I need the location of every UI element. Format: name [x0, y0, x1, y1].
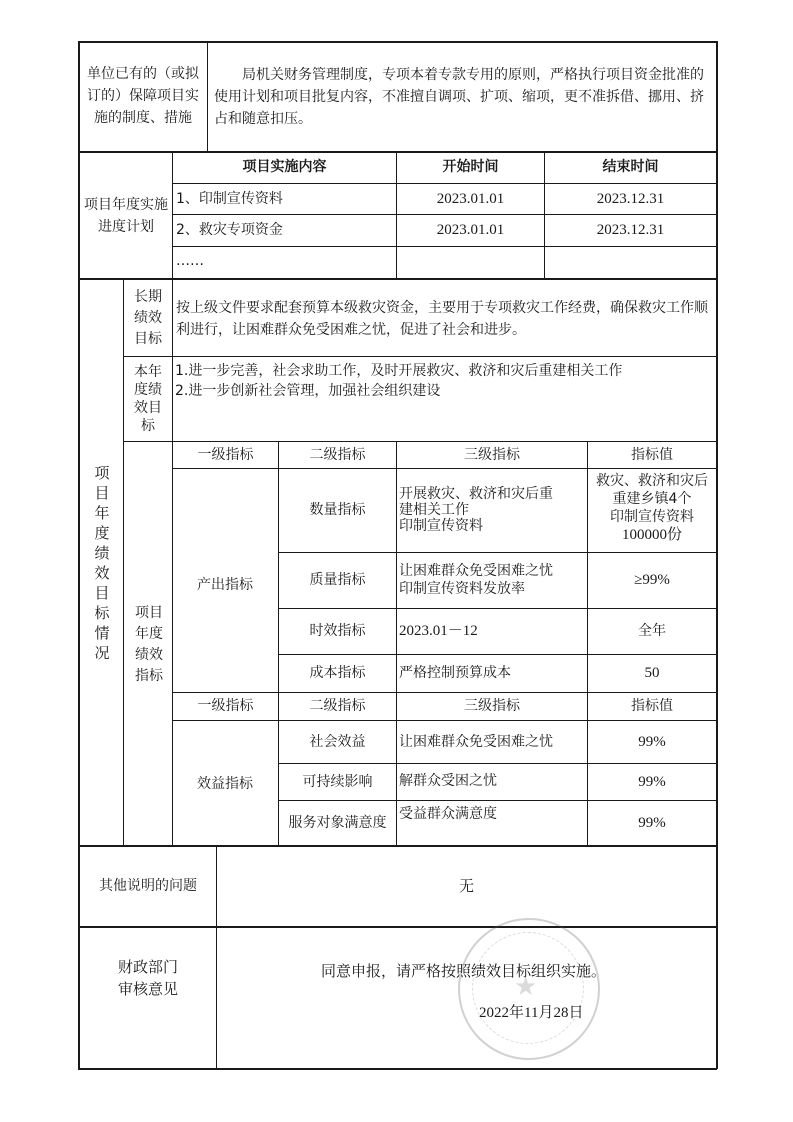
quantity-level3-line3: 印制宣传资料: [399, 518, 483, 534]
quality-value: ≥99%: [634, 572, 670, 588]
indicator-header-level3: 三级指标: [464, 446, 520, 463]
annual-label: 本年度绩效目标: [134, 364, 162, 434]
indicator-header-value: 指标值: [631, 446, 673, 463]
social-benefit-level3: 让困难群众免受困难之忧: [399, 734, 553, 750]
schedule-row-2-end: 2023.12.31: [596, 222, 665, 238]
performance-label: 项目年度绩效目标情况: [94, 464, 110, 662]
cost-level3: 严格控制预算成本: [399, 665, 511, 681]
timeliness-value: 全年: [638, 623, 666, 639]
quality-level3-line1: 让困难群众免受困难之忧: [399, 563, 553, 579]
satisfaction-value: 99%: [638, 814, 666, 831]
indicators-label: 项目年度绩效指标: [135, 605, 163, 684]
schedule-row-2-content: 2、救灾专项资金: [176, 222, 283, 238]
indicator-header-level2: 二级指标: [309, 446, 366, 463]
quantity-value-line1: 救灾、救济和灾后: [596, 472, 708, 489]
quality-level3-line2: 印制宣传资料发放率: [399, 581, 525, 597]
satisfaction-level3: 受益群众满意度: [399, 806, 497, 822]
official-seal-icon: ★: [458, 918, 600, 1060]
schedule-row-1-content: 1、印制宣传资料: [176, 191, 283, 207]
finance-label-line1: 财政部门: [117, 957, 178, 976]
finance-label-line2: 审核意见: [117, 979, 178, 998]
schedule-row-3-content: ……: [176, 253, 204, 269]
finance-date: 2022年11月28日: [479, 1005, 584, 1021]
long-term-content: 按上级文件要求配套预算本级救灾资金，主要用于专项救灾工作经费，确保救灾工作顺利进行，让困难群众免受困难之忧，促进了社会和进步。: [176, 300, 708, 338]
indicator-header2-level2: 二级指标: [309, 698, 366, 714]
finance-opinion: 同意申报，请严格按照绩效目标组织实施。: [321, 962, 607, 980]
benefit-indicator-label: 效益指标: [197, 776, 253, 792]
cost-value: 50: [644, 665, 660, 681]
timeliness-level3: 2023.01－12: [399, 623, 478, 639]
quality-indicator: 质量指标: [309, 572, 366, 588]
social-benefit-indicator: 社会效益: [309, 733, 366, 750]
schedule-row-2-start: 2023.01.01: [436, 222, 505, 238]
other-label: 其他说明的问题: [99, 877, 197, 894]
sustainable-impact-level3: 解群众受困之忧: [399, 773, 497, 789]
quantity-value-line2: 重建乡镇4个: [612, 490, 692, 507]
annual-line-2: 2.进一步创新社会管理，加强社会组织建设: [175, 383, 441, 399]
indicator-header2-level3: 三级指标: [464, 698, 520, 714]
output-indicator-label: 产出指标: [197, 577, 253, 593]
other-content: 无: [458, 876, 474, 895]
timeliness-indicator: 时效指标: [309, 623, 366, 639]
long-term-label: 长期绩效目标: [134, 288, 162, 347]
indicator-header2-level1: 一级指标: [197, 698, 254, 714]
quantity-indicator: 数量指标: [309, 502, 366, 518]
social-benefit-value: 99%: [638, 733, 666, 750]
guarantee-content: 局机关财务管理制度，专项本着专款专用的原则，严格执行项目资金批准的使用计划和项目批复内容，不准擅自调项、扩项、缩项，更不准拆借、挪用、挤占和随意扣压。: [214, 67, 704, 127]
indicator-header2-value: 指标值: [631, 698, 673, 714]
quantity-value-line3: 印制宣传资料: [610, 508, 694, 525]
schedule-label: 项目年度实施进度计划: [84, 197, 168, 235]
quantity-level3-line2: 建相关工作: [399, 502, 469, 518]
quantity-level3-line1: 开展救灾、救济和灾后重: [399, 486, 553, 502]
sustainable-impact-indicator: 可持续影响: [302, 773, 373, 790]
schedule-header-content: 项目实施内容: [242, 159, 327, 175]
satisfaction-indicator: 服务对象满意度: [288, 814, 387, 831]
indicator-header-level1: 一级指标: [197, 446, 254, 463]
annual-line-1: 1.进一步完善，社会求助工作，及时开展救灾、救济和灾后重建相关工作: [175, 363, 623, 379]
schedule-header-start: 开始时间: [442, 159, 499, 175]
schedule-row-1-start: 2023.01.01: [436, 190, 505, 207]
schedule-row-1-end: 2023.12.31: [596, 190, 665, 207]
schedule-header-end: 结束时间: [602, 159, 659, 175]
guarantee-label: 单位已有的（或拟订的）保障项目实施的制度、措施: [87, 66, 199, 126]
cost-indicator: 成本指标: [309, 665, 366, 681]
sustainable-impact-value: 99%: [638, 773, 666, 790]
quantity-value-line4: 100000份: [621, 526, 682, 543]
